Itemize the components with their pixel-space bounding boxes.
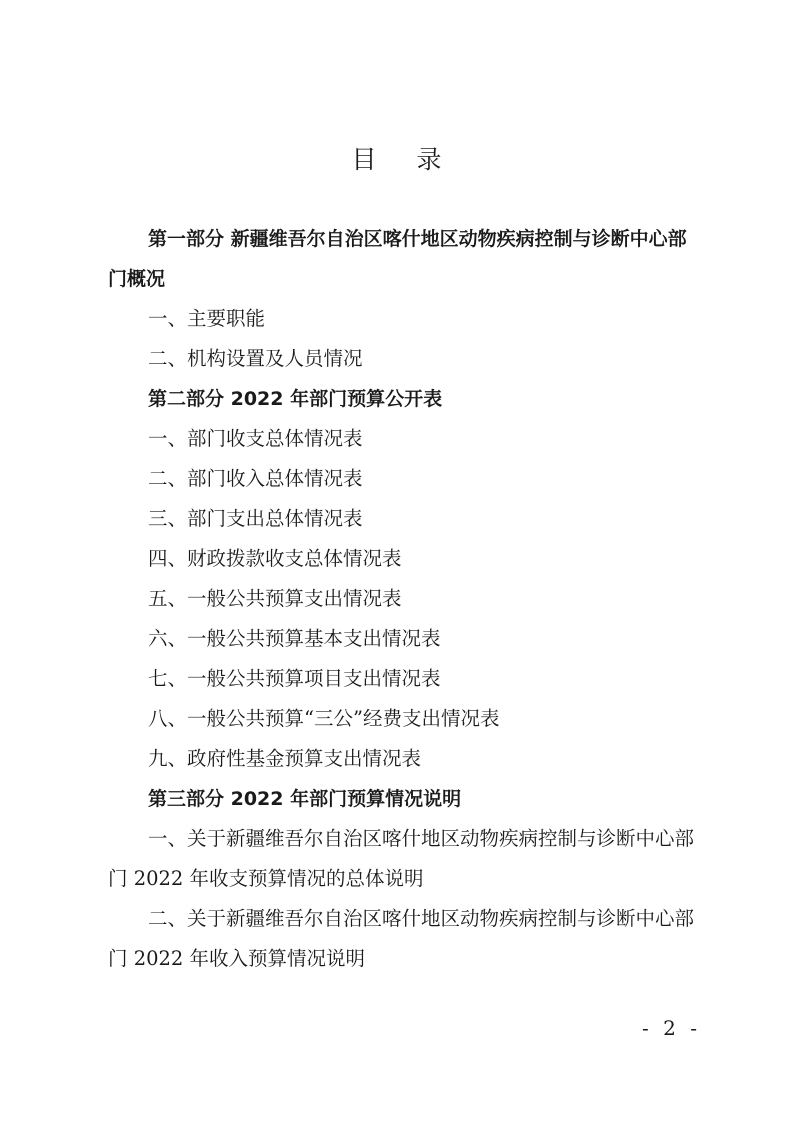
table-of-contents: [108, 219, 698, 979]
toc-item[interactable]: 一、部门收支总体情况表: [148, 427, 363, 450]
toc-item[interactable]: 七、一般公共预算项目支出情况表: [148, 667, 441, 690]
toc-item[interactable]: 一、关于新疆维吾尔自治区喀什地区动物疾病控制与诊断中心部门 2022 年收支预算情况的总体说明: [108, 827, 695, 890]
toc-item[interactable]: 九、政府性基金预算支出情况表: [148, 747, 422, 770]
page-number: - 2 -: [642, 1016, 701, 1040]
toc-part1-heading[interactable]: 第一部分 新疆维吾尔自治区喀什地区动物疾病控制与诊断中心部门概况: [108, 228, 687, 290]
toc-item[interactable]: 六、一般公共预算基本支出情况表: [148, 627, 441, 650]
toc-item[interactable]: 二、关于新疆维吾尔自治区喀什地区动物疾病控制与诊断中心部门 2022 年收入预算情况说明: [108, 907, 695, 970]
toc-item[interactable]: 二、机构设置及人员情况: [148, 347, 363, 370]
toc-part2-heading[interactable]: 第二部分 2022 年部门预算公开表: [148, 388, 443, 410]
toc-item[interactable]: 八、一般公共预算“三公”经费支出情况表: [148, 707, 500, 730]
toc-item[interactable]: 二、部门收入总体情况表: [148, 467, 363, 490]
toc-item[interactable]: 三、部门支出总体情况表: [148, 507, 363, 530]
toc-item[interactable]: 五、一般公共预算支出情况表: [148, 587, 402, 610]
page-title: 目 录: [351, 145, 458, 174]
toc-item[interactable]: 一、主要职能: [148, 307, 266, 330]
toc-item[interactable]: 四、财政拨款收支总体情况表: [148, 547, 402, 570]
toc-part3-heading[interactable]: 第三部分 2022 年部门预算情况说明: [148, 788, 462, 810]
